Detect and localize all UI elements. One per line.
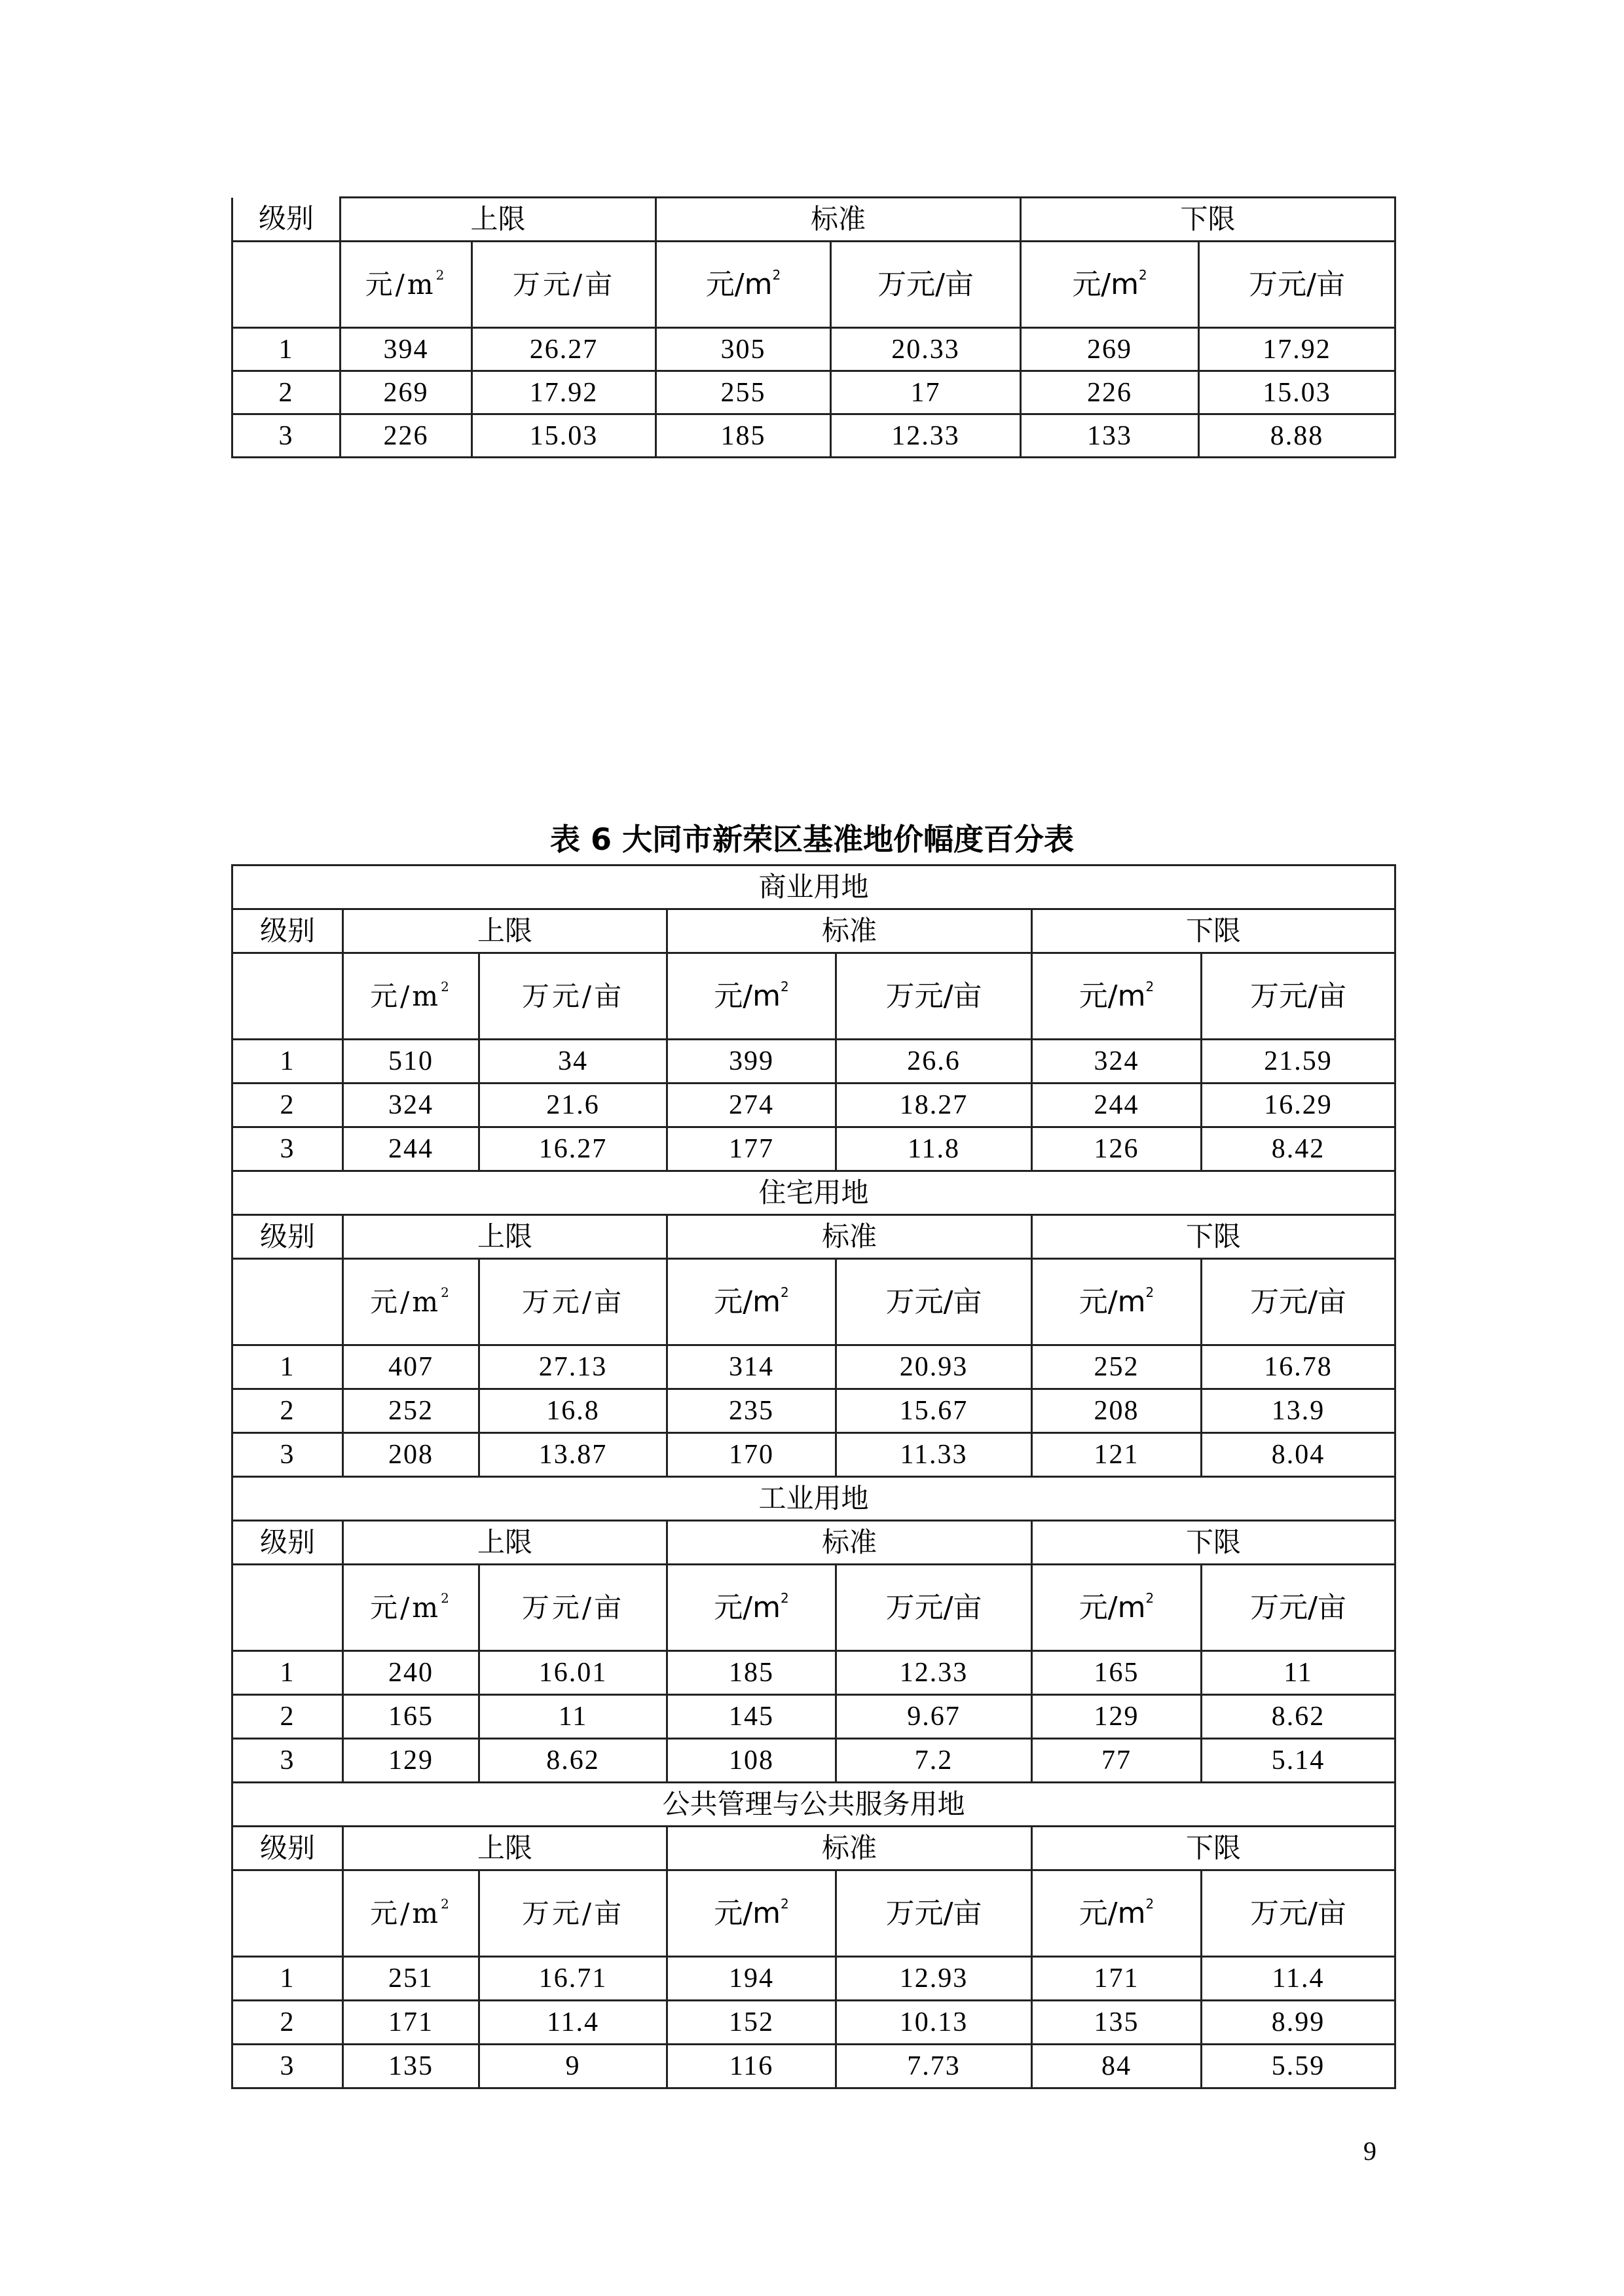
lower-m2-cell: 244 — [1032, 1084, 1202, 1127]
table-row — [232, 1389, 1395, 1433]
upper-mu-cell: 16.8 — [479, 1389, 667, 1433]
unit-wan-mu: 万元/亩 — [479, 1565, 667, 1651]
unit-yuan-m2: 元$/m^2$ — [656, 242, 831, 328]
unit-wan-mu: 万元/亩 — [836, 1870, 1032, 1957]
lower-m2-cell: 135 — [1032, 2001, 1202, 2045]
lower-m2-cell: 165 — [1032, 1651, 1202, 1695]
section-title: 住宅用地 — [232, 1171, 1395, 1215]
standard-header: 标准 — [667, 1827, 1032, 1870]
lower-mu-cell: 11 — [1202, 1651, 1395, 1695]
std-m2-cell: 255 — [656, 371, 831, 414]
lower-m2-cell: 133 — [1021, 414, 1199, 458]
lower-mu-cell: 16.78 — [1202, 1345, 1395, 1389]
header-row — [232, 1521, 1395, 1565]
upper-mu-cell: 9 — [479, 2045, 667, 2088]
section-title: 工业用地 — [232, 1477, 1395, 1521]
level-cell: 3 — [232, 1127, 343, 1171]
table-row — [232, 1345, 1395, 1389]
lower-mu-cell: 8.99 — [1202, 2001, 1395, 2045]
upper-m2-cell: 407 — [343, 1345, 479, 1389]
std-m2-cell: 108 — [667, 1739, 836, 1783]
unit-yuan-m2: 元$/m^2$ — [1032, 1870, 1202, 1957]
level-cell: 2 — [232, 1084, 343, 1127]
table-row — [232, 1957, 1395, 2001]
upper-m2-cell: 165 — [343, 1695, 479, 1739]
std-m2-cell: 314 — [667, 1345, 836, 1389]
standard-header: 标准 — [656, 198, 1021, 242]
level-cell: 1 — [232, 1957, 343, 2001]
level-cell: 3 — [232, 414, 341, 458]
upper-header: 上限 — [343, 1215, 667, 1259]
lower-header: 下限 — [1032, 1521, 1395, 1565]
upper-mu-cell: 26.27 — [472, 328, 656, 371]
unit-yuan-m2: 元$/m^2$ — [667, 953, 836, 1040]
std-mu-cell: 18.27 — [836, 1084, 1032, 1127]
upper-m2-cell: 269 — [341, 371, 472, 414]
unit-yuan-m2: 元$/m^2$ — [1032, 1565, 1202, 1651]
level-cell: 2 — [232, 1695, 343, 1739]
std-mu-cell: 7.2 — [836, 1739, 1032, 1783]
lower-m2-cell: 129 — [1032, 1695, 1202, 1739]
level-cell: 1 — [232, 1345, 343, 1389]
level-cell: 1 — [232, 1651, 343, 1695]
section-header-row — [232, 866, 1395, 909]
upper-m2-cell: 171 — [343, 2001, 479, 2045]
table-row — [232, 1040, 1395, 1084]
lower-mu-cell: 15.03 — [1199, 371, 1395, 414]
lower-mu-cell: 5.59 — [1202, 2045, 1395, 2088]
unit-wan-mu: 万元/亩 — [1199, 242, 1395, 328]
upper-header: 上限 — [341, 198, 656, 242]
upper-mu-cell: 16.01 — [479, 1651, 667, 1695]
level-header: 级别 — [232, 198, 341, 242]
lower-header: 下限 — [1032, 1827, 1395, 1870]
upper-mu-cell: 17.92 — [472, 371, 656, 414]
upper-mu-cell: 15.03 — [472, 414, 656, 458]
std-m2-cell: 235 — [667, 1389, 836, 1433]
lower-m2-cell: 121 — [1032, 1433, 1202, 1477]
lower-mu-cell: 11.4 — [1202, 1957, 1395, 2001]
upper-mu-cell: 34 — [479, 1040, 667, 1084]
upper-mu-cell: 13.87 — [479, 1433, 667, 1477]
standard-header: 标准 — [667, 909, 1032, 953]
table-row — [232, 2001, 1395, 2045]
lower-mu-cell: 5.14 — [1202, 1739, 1395, 1783]
unit-yuan-m2: 元$/m^2$ — [343, 1565, 479, 1651]
level-cell: 2 — [232, 2001, 343, 2045]
level-header: 级别 — [232, 1827, 343, 1870]
unit-yuan-m2: 元$/m^2$ — [341, 242, 472, 328]
lower-mu-cell: 21.59 — [1202, 1040, 1395, 1084]
std-m2-cell: 305 — [656, 328, 831, 371]
upper-m2-cell: 135 — [343, 2045, 479, 2088]
unit-yuan-m2: 元$/m^2$ — [667, 1870, 836, 1957]
level-cell: 1 — [232, 1040, 343, 1084]
std-mu-cell: 11.33 — [836, 1433, 1032, 1477]
units-row — [232, 1565, 1395, 1651]
section-header-row — [232, 1477, 1395, 1521]
level-header: 级别 — [232, 1215, 343, 1259]
lower-mu-cell: 8.04 — [1202, 1433, 1395, 1477]
unit-yuan-m2: 元$/m^2$ — [1021, 242, 1199, 328]
unit-wan-mu: 万元/亩 — [831, 242, 1021, 328]
upper-header: 上限 — [343, 1827, 667, 1870]
unit-wan-mu: 万元/亩 — [836, 953, 1032, 1040]
std-mu-cell: 12.33 — [836, 1651, 1032, 1695]
std-mu-cell: 12.33 — [831, 414, 1021, 458]
level-header: 级别 — [232, 1521, 343, 1565]
header-row — [232, 1215, 1395, 1259]
table-row — [232, 2045, 1395, 2088]
table-row — [232, 1739, 1395, 1783]
unit-wan-mu: 万元/亩 — [472, 242, 656, 328]
units-row — [232, 953, 1395, 1040]
upper-m2-cell: 129 — [343, 1739, 479, 1783]
table-row — [232, 1433, 1395, 1477]
std-m2-cell: 145 — [667, 1695, 836, 1739]
lower-mu-cell: 17.92 — [1199, 328, 1395, 371]
lower-m2-cell: 226 — [1021, 371, 1199, 414]
unit-yuan-m2: 元$/m^2$ — [667, 1259, 836, 1345]
lower-m2-cell: 269 — [1021, 328, 1199, 371]
upper-m2-cell: 251 — [343, 1957, 479, 2001]
lower-mu-cell: 8.42 — [1202, 1127, 1395, 1171]
upper-mu-cell: 16.27 — [479, 1127, 667, 1171]
std-m2-cell: 274 — [667, 1084, 836, 1127]
unit-wan-mu: 万元/亩 — [836, 1259, 1032, 1345]
std-mu-cell: 10.13 — [836, 2001, 1032, 2045]
table-row — [232, 1695, 1395, 1739]
std-m2-cell: 177 — [667, 1127, 836, 1171]
unit-wan-mu: 万元/亩 — [1202, 953, 1395, 1040]
unit-yuan-m2: 元$/m^2$ — [667, 1565, 836, 1651]
continued-price-table — [231, 196, 1396, 458]
std-m2-cell: 399 — [667, 1040, 836, 1084]
std-mu-cell: 20.93 — [836, 1345, 1032, 1389]
upper-m2-cell: 240 — [343, 1651, 479, 1695]
upper-mu-cell: 16.71 — [479, 1957, 667, 2001]
land-price-range-table — [231, 864, 1396, 2089]
unit-wan-mu: 万元/亩 — [836, 1565, 1032, 1651]
table-row — [232, 371, 1395, 414]
lower-header: 下限 — [1032, 1215, 1395, 1259]
lower-mu-cell: 16.29 — [1202, 1084, 1395, 1127]
units-row — [232, 1259, 1395, 1345]
std-m2-cell: 194 — [667, 1957, 836, 2001]
table-title: 表 6 大同市新荣区基准地价幅度百分表 — [549, 822, 1075, 857]
lower-mu-cell: 8.88 — [1199, 414, 1395, 458]
level-cell: 2 — [232, 1389, 343, 1433]
std-mu-cell: 15.67 — [836, 1389, 1032, 1433]
std-mu-cell: 9.67 — [836, 1695, 1032, 1739]
lower-m2-cell: 324 — [1032, 1040, 1202, 1084]
level-cell: 3 — [232, 1739, 343, 1783]
empty-cell — [232, 1259, 343, 1345]
upper-mu-cell: 11.4 — [479, 2001, 667, 2045]
section-header-row — [232, 1171, 1395, 1215]
upper-m2-cell: 324 — [343, 1084, 479, 1127]
unit-yuan-m2: 元$/m^2$ — [343, 1259, 479, 1345]
header-row — [232, 1827, 1395, 1870]
section-header-row — [232, 1783, 1395, 1827]
header-row — [232, 909, 1395, 953]
upper-m2-cell: 226 — [341, 414, 472, 458]
lower-m2-cell: 77 — [1032, 1739, 1202, 1783]
upper-header: 上限 — [343, 909, 667, 953]
std-mu-cell: 17 — [831, 371, 1021, 414]
level-cell: 3 — [232, 2045, 343, 2088]
lower-m2-cell: 208 — [1032, 1389, 1202, 1433]
std-mu-cell: 12.93 — [836, 1957, 1032, 2001]
std-mu-cell: 20.33 — [831, 328, 1021, 371]
standard-header: 标准 — [667, 1521, 1032, 1565]
lower-mu-cell: 8.62 — [1202, 1695, 1395, 1739]
std-m2-cell: 185 — [656, 414, 831, 458]
lower-mu-cell: 13.9 — [1202, 1389, 1395, 1433]
empty-cell — [232, 242, 341, 328]
std-m2-cell: 185 — [667, 1651, 836, 1695]
unit-wan-mu: 万元/亩 — [479, 953, 667, 1040]
upper-m2-cell: 208 — [343, 1433, 479, 1477]
lower-header: 下限 — [1021, 198, 1395, 242]
std-mu-cell: 11.8 — [836, 1127, 1032, 1171]
units-row — [232, 1870, 1395, 1957]
upper-m2-cell: 510 — [343, 1040, 479, 1084]
upper-mu-cell: 11 — [479, 1695, 667, 1739]
table-row — [232, 1084, 1395, 1127]
page-number: 9 — [1363, 2136, 1376, 2166]
table-row — [232, 1651, 1395, 1695]
std-m2-cell: 116 — [667, 2045, 836, 2088]
unit-wan-mu: 万元/亩 — [479, 1870, 667, 1957]
level-cell: 1 — [232, 328, 341, 371]
unit-yuan-m2: 元$/m^2$ — [1032, 953, 1202, 1040]
lower-m2-cell: 126 — [1032, 1127, 1202, 1171]
level-header: 级别 — [232, 909, 343, 953]
empty-cell — [232, 953, 343, 1040]
unit-wan-mu: 万元/亩 — [1202, 1259, 1395, 1345]
unit-yuan-m2: 元$/m^2$ — [343, 953, 479, 1040]
std-mu-cell: 26.6 — [836, 1040, 1032, 1084]
level-cell: 2 — [232, 371, 341, 414]
unit-wan-mu: 万元/亩 — [1202, 1565, 1395, 1651]
units-row — [232, 242, 1395, 328]
section-title: 公共管理与公共服务用地 — [232, 1783, 1395, 1827]
upper-header: 上限 — [343, 1521, 667, 1565]
unit-wan-mu: 万元/亩 — [1202, 1870, 1395, 1957]
upper-mu-cell: 21.6 — [479, 1084, 667, 1127]
std-m2-cell: 170 — [667, 1433, 836, 1477]
upper-mu-cell: 27.13 — [479, 1345, 667, 1389]
table-row — [232, 1127, 1395, 1171]
unit-wan-mu: 万元/亩 — [479, 1259, 667, 1345]
lower-header: 下限 — [1032, 909, 1395, 953]
lower-m2-cell: 252 — [1032, 1345, 1202, 1389]
level-cell: 3 — [232, 1433, 343, 1477]
table-row — [232, 414, 1395, 458]
header-row — [232, 198, 1395, 242]
std-mu-cell: 7.73 — [836, 2045, 1032, 2088]
upper-m2-cell: 252 — [343, 1389, 479, 1433]
unit-yuan-m2: 元$/m^2$ — [343, 1870, 479, 1957]
table-row — [232, 328, 1395, 371]
empty-cell — [232, 1870, 343, 1957]
lower-m2-cell: 84 — [1032, 2045, 1202, 2088]
lower-m2-cell: 171 — [1032, 1957, 1202, 2001]
unit-yuan-m2: 元$/m^2$ — [1032, 1259, 1202, 1345]
upper-m2-cell: 394 — [341, 328, 472, 371]
empty-cell — [232, 1565, 343, 1651]
upper-m2-cell: 244 — [343, 1127, 479, 1171]
section-title: 商业用地 — [232, 866, 1395, 909]
upper-mu-cell: 8.62 — [479, 1739, 667, 1783]
std-m2-cell: 152 — [667, 2001, 836, 2045]
standard-header: 标准 — [667, 1215, 1032, 1259]
